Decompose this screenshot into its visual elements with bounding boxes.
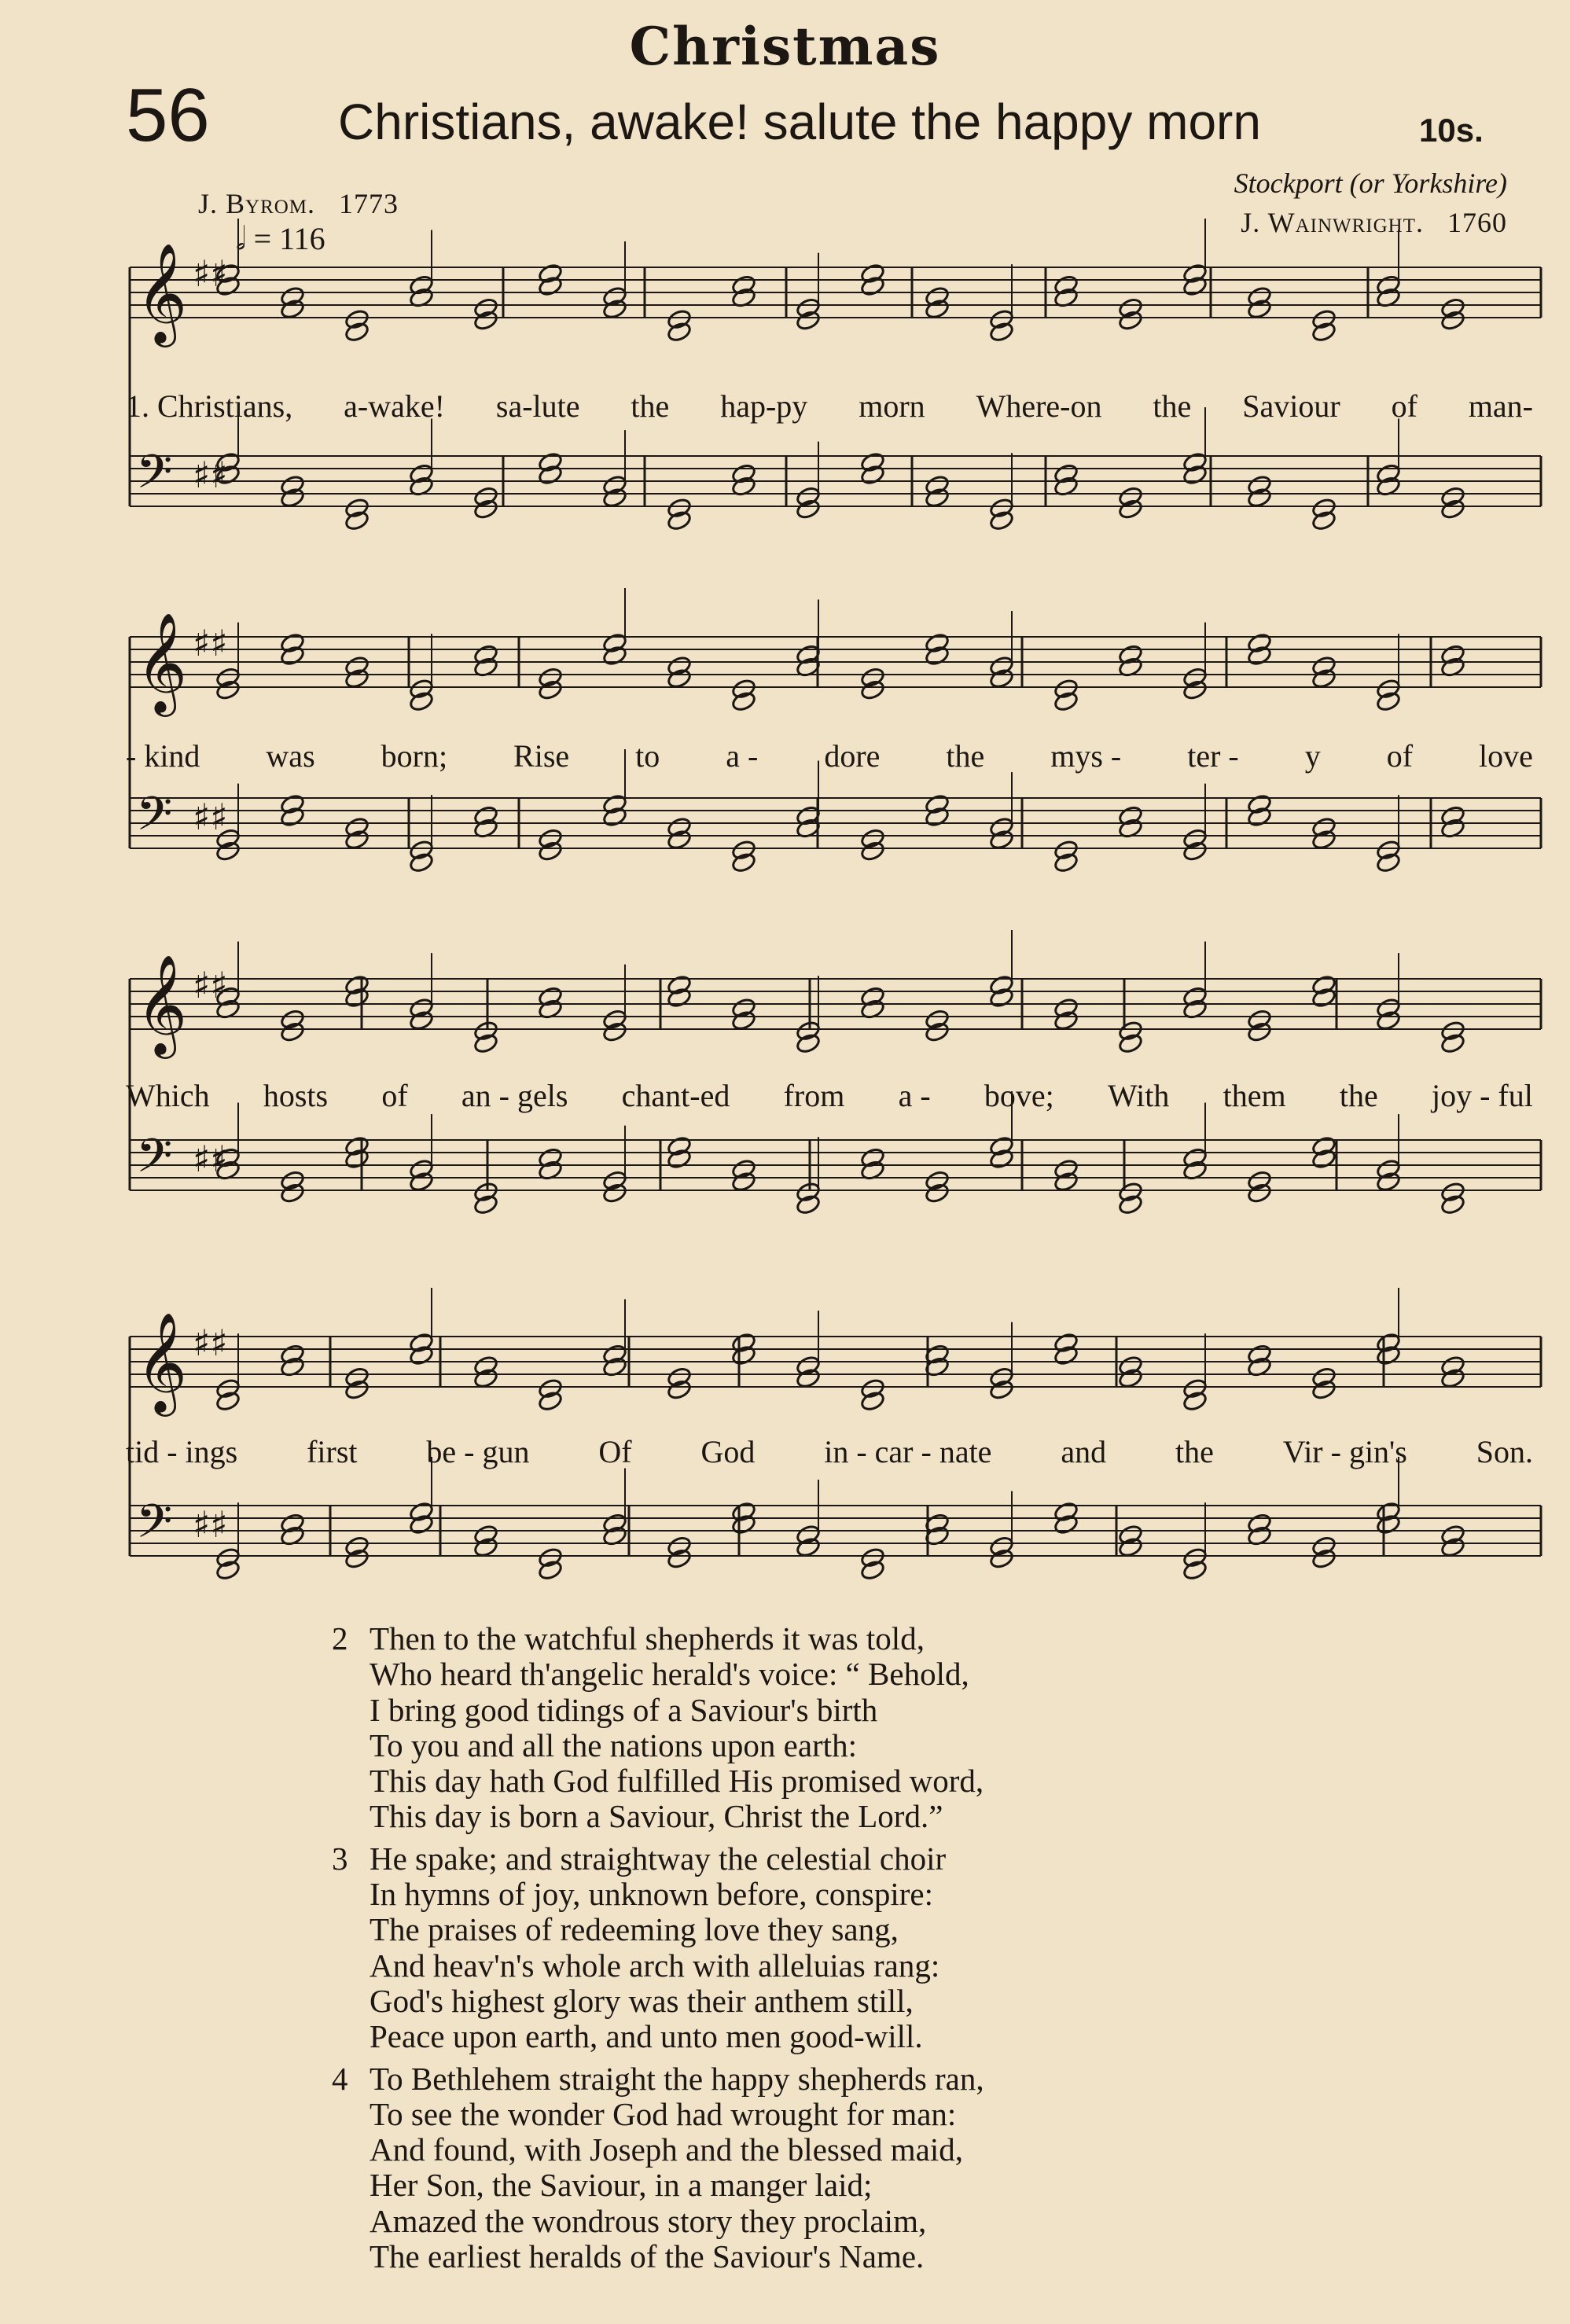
half-note-icon: 𝅗𝅥 (236, 221, 246, 256)
author-year: 1773 (339, 188, 399, 219)
lyric-syllable: - kind (126, 738, 200, 774)
verse-line: Her Son, the Saviour, in a manger laid; (370, 2167, 873, 2204)
key-signature-icon: ♯♯ (193, 964, 228, 1006)
lyric-syllable: the (631, 388, 670, 424)
lyric-syllable: a-wake! (344, 388, 445, 424)
verse-line: Who heard th'angelic herald's voice: “ Behold, (370, 1656, 969, 1693)
lyric-syllable: Where-on (976, 388, 1102, 424)
lyric-syllable: With (1108, 1078, 1170, 1113)
verses (332, 1620, 984, 2281)
section-title: Christmas (629, 16, 941, 77)
author-name: J. Byrom. (198, 188, 316, 219)
lyric-syllable: was (266, 738, 315, 774)
treble-clef-icon: 𝄞 (136, 954, 188, 1054)
lyric-syllable: a - (898, 1078, 931, 1113)
lyric-syllable: and (1061, 1434, 1107, 1469)
verse-line: The praises of redeeming love they sang, (370, 1911, 899, 1948)
lyric-syllable: dore (824, 738, 881, 774)
lyric-syllable: to (635, 738, 660, 774)
verse-line: This day hath God fulfilled His promised word, (370, 1763, 984, 1800)
lyric-syllable: a - (726, 738, 759, 774)
lyric-syllable: y (1304, 738, 1321, 774)
key-signature-icon: ♯♯ (193, 1138, 228, 1180)
lyric-line-1 (126, 388, 1533, 425)
verse-number: 2 (332, 1620, 348, 1657)
lyric-syllable: born; (381, 738, 448, 774)
verse (332, 2060, 984, 2275)
lyric-syllable: from (783, 1078, 845, 1113)
lyric-syllable: Saviour (1242, 388, 1340, 424)
lyric-syllable: be - gun (426, 1434, 530, 1469)
verse-line: He spake; and straightway the celestial choir (370, 1840, 947, 1877)
meter: 10s. (1419, 112, 1484, 149)
lyric-syllable: Of (598, 1434, 632, 1469)
treble-clef-icon: 𝄞 (136, 1311, 188, 1412)
bass-clef-icon: 𝄢 (136, 1128, 173, 1194)
lyric-syllable: first (307, 1434, 358, 1469)
lyric-syllable: Which (126, 1078, 210, 1113)
verse-line: To Bethlehem straight the happy shepherds ran, (370, 2060, 984, 2097)
lyric-syllable: Vir - gin's (1282, 1434, 1407, 1469)
lyric-syllable: ter - (1187, 738, 1239, 774)
verse-line: To see the wonder God had wrought for man: (370, 2095, 957, 2132)
verse-line: God's highest glory was their anthem still, (370, 1982, 914, 2019)
lyric-syllable: hap-py (720, 388, 808, 424)
lyric-syllable: 1. Christians, (126, 388, 293, 424)
bass-clef-icon: 𝄢 (136, 786, 173, 852)
verse-line: This day is born a Saviour, Christ the Lord.” (370, 1798, 943, 1835)
tempo-value: = 116 (253, 221, 325, 256)
tune-name: Stockport (or Yorkshire) (1234, 167, 1507, 199)
lyric-syllable: Son. (1476, 1434, 1533, 1469)
lyric-syllable: God (700, 1434, 756, 1469)
verse-line: To you and all the nations upon earth: (370, 1726, 857, 1763)
lyric-syllable: love (1479, 738, 1533, 774)
verse-number: 4 (332, 2060, 348, 2097)
verse (332, 1620, 984, 1835)
verse-line: And heav'n's whole arch with alleluias rang: (370, 1947, 940, 1984)
key-signature-icon: ♯♯ (193, 1503, 228, 1546)
lyric-syllable: tid - ings (126, 1434, 238, 1469)
key-signature-icon: ♯♯ (193, 622, 228, 664)
bass-clef-icon: 𝄢 (136, 444, 173, 510)
lyric-syllable: the (1153, 388, 1192, 424)
lyric-syllable: the (946, 738, 985, 774)
lyric-syllable: of (381, 1078, 408, 1113)
verse-number: 3 (332, 1840, 348, 1877)
key-signature-icon: ♯♯ (193, 1322, 228, 1364)
verse-line: Amazed the wondrous story they proclaim, (370, 2202, 927, 2239)
hymn-title: Christians, awake! salute the happy morn (338, 94, 1261, 150)
lyric-syllable: sa-lute (495, 388, 580, 424)
lyric-line-3 (126, 1077, 1533, 1114)
lyric-syllable: chant-ed (621, 1078, 730, 1113)
lyric-syllable: the (1175, 1434, 1214, 1469)
hymn-number: 56 (126, 73, 210, 157)
verse-line: In hymns of joy, unknown before, conspire: (370, 1876, 933, 1913)
treble-clef-icon: 𝄞 (136, 242, 188, 343)
verse-line: Peace upon earth, and unto men good-will. (370, 2018, 923, 2055)
verse-line: Then to the watchful shepherds it was told, (370, 1620, 925, 1657)
lyric-syllable: morn (859, 388, 925, 424)
verse (332, 1840, 984, 2055)
lyric-syllable: the (1339, 1078, 1378, 1113)
composer-name: J. Wainwright. (1241, 207, 1424, 238)
lyric-syllable: Rise (513, 738, 570, 774)
lyric-syllable: bove; (984, 1078, 1054, 1113)
lyric-syllable: in - car - nate (824, 1434, 992, 1469)
lyric-syllable: joy - ful (1431, 1078, 1533, 1113)
verse-line: The earliest heralds of the Saviour's Name. (370, 2238, 925, 2275)
verse-line: I bring good tidings of a Saviour's birth (370, 1691, 878, 1728)
lyric-syllable: hosts (263, 1078, 329, 1113)
key-signature-icon: ♯♯ (193, 454, 228, 496)
key-signature-icon: ♯♯ (193, 796, 228, 838)
lyric-syllable: them (1223, 1078, 1286, 1113)
treble-clef-icon: 𝄞 (136, 612, 188, 712)
bass-clef-icon: 𝄢 (136, 1494, 173, 1560)
lyric-syllable: mys - (1050, 738, 1122, 774)
verse-line: And found, with Joseph and the blessed maid, (370, 2131, 963, 2168)
key-signature-icon: ♯♯ (193, 252, 228, 295)
lyric-syllable: an - gels (461, 1078, 568, 1113)
lyric-line-2 (126, 737, 1533, 774)
lyric-syllable: of (1386, 738, 1414, 774)
composer-year: 1760 (1447, 207, 1507, 238)
lyric-syllable: of (1391, 388, 1417, 424)
lyric-line-4 (126, 1433, 1533, 1470)
lyric-syllable: man- (1468, 388, 1533, 424)
